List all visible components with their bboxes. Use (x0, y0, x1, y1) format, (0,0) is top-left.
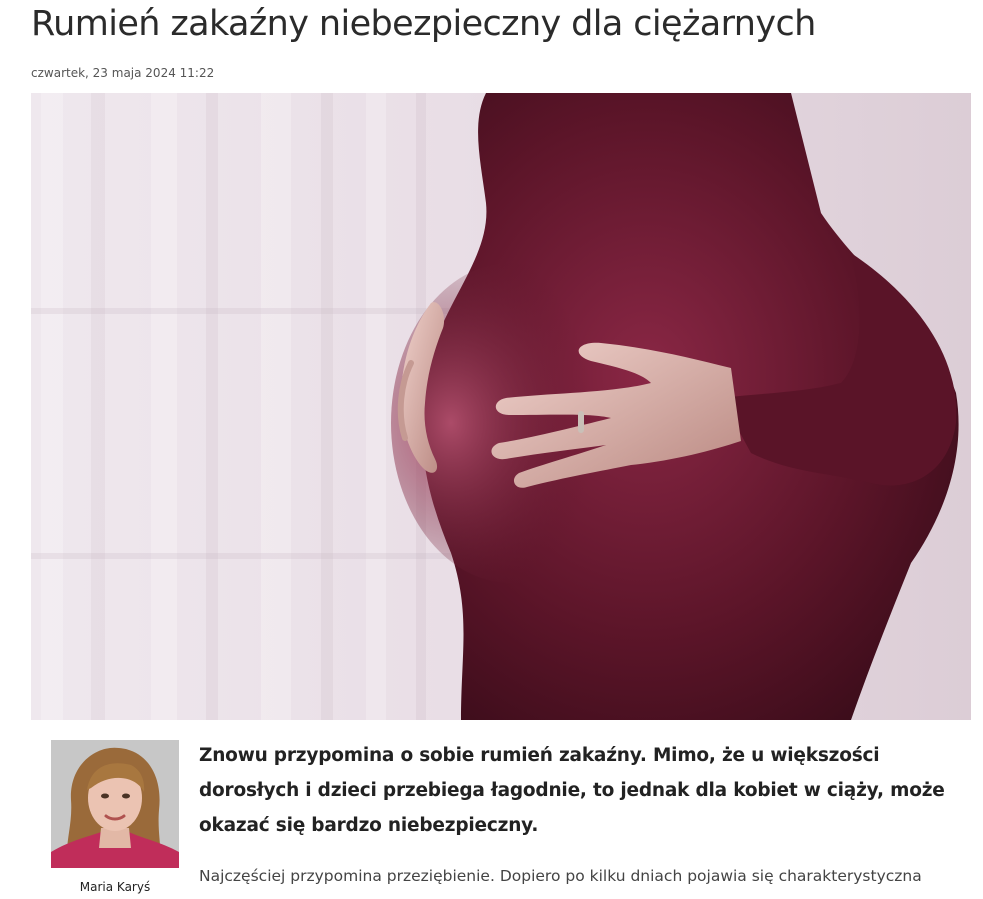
hero-image (31, 93, 971, 720)
author-name[interactable]: Maria Karyś (79, 880, 151, 894)
author-portrait-icon (51, 740, 179, 868)
pregnant-woman-photo-icon (31, 93, 971, 720)
article-lead: Znowu przypomina o sobie rumień zakaźny. Mimo, że u większości dorosłych i dzieci przebiega łagodnie, to jednak dla kobiet w ciąży, może okazać się bardzo niebezpieczny. (199, 745, 945, 836)
author-box (51, 740, 179, 894)
article-date: czwartek, 23 maja 2024 11:22 (31, 66, 215, 80)
article-title: Rumień zakaźny niebezpieczny dla ciężarnych (31, 4, 816, 44)
article-body-paragraph: Najczęściej przypomina przeziębienie. Dopiero po kilku dniach pojawia się charakterystyczna (199, 867, 922, 885)
